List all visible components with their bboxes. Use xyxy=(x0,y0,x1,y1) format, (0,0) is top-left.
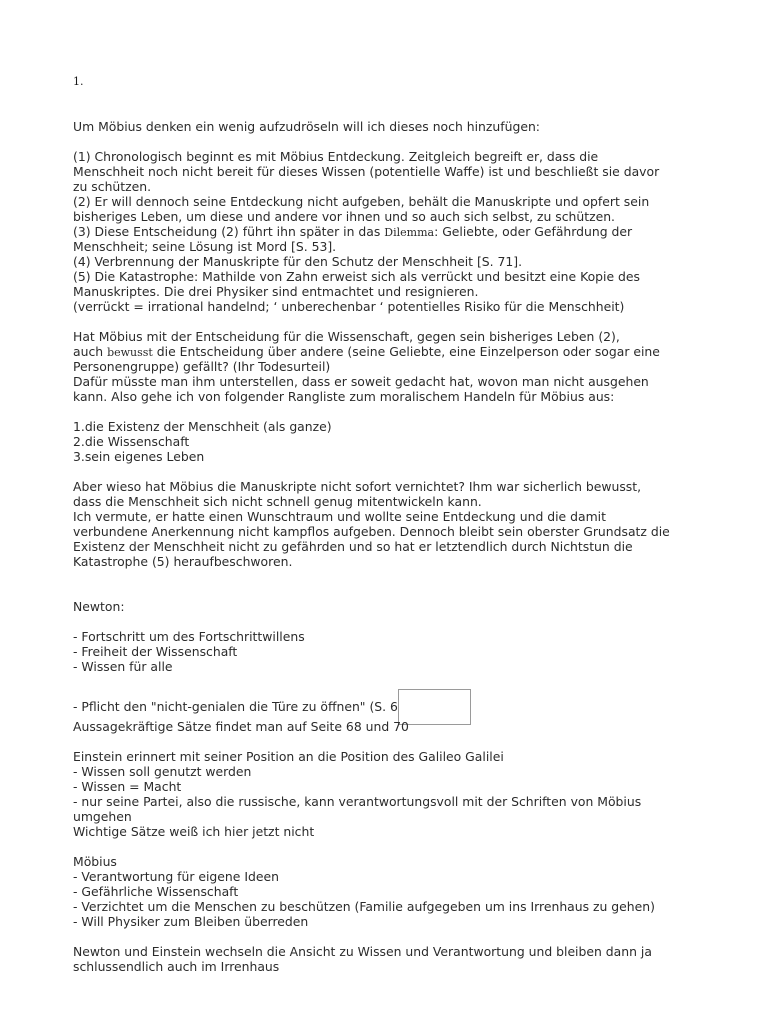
text-line: bisheriges Leben, um diese und andere vor ihnen und so auch sich selbst, zu schützen. xyxy=(73,209,615,224)
key-sentences-line: Aussagekräftige Sätze findet man auf Seite 68 und 70 xyxy=(73,719,409,734)
text-line: (2) Er will dennoch seine Entdeckung nicht aufgeben, behält die Manuskripte und opfert sein xyxy=(73,194,650,209)
moebius-heading: Möbius xyxy=(73,854,117,869)
list-item: - Gefährliche Wissenschaft xyxy=(73,884,239,899)
newton-list xyxy=(73,629,713,674)
question-paragraph xyxy=(73,329,713,404)
list-item: 2.die Wissenschaft xyxy=(73,434,190,449)
text-line: dass die Menschheit sich nicht schnell genug mitentwickeln kann. xyxy=(73,494,482,509)
text-line: zu schützen. xyxy=(73,179,152,194)
text-line: Menschheit; seine Lösung ist Mord [S. 53]. xyxy=(73,239,337,254)
text-fragment: - Pflicht den "nicht-genialen die Türe zu öffnen" (S. 6 xyxy=(73,699,398,714)
chronology-paragraph xyxy=(73,149,713,314)
list-item: - Verantwortung für eigene Ideen xyxy=(73,869,279,884)
list-item: - Freiheit der Wissenschaft xyxy=(73,644,238,659)
text-line: schlussendlich auch im Irrenhaus xyxy=(73,959,280,974)
text-line: Aber wieso hat Möbius die Manuskripte nicht sofort vernichtet? Ihm war sicherlich bewusst, xyxy=(73,479,642,494)
text-fragment: : Geliebte, oder Gefährdung der xyxy=(434,224,633,239)
list-item: - Wissen = Macht xyxy=(73,779,182,794)
intro-line: Um Möbius denken ein wenig aufzudröseln will ich dieses noch hinzufügen: xyxy=(73,119,540,134)
conclusion-paragraph xyxy=(73,944,713,974)
list-item: - Will Physiker zum Bleiben überreden xyxy=(73,914,309,929)
list-item: 3.sein eigenes Leben xyxy=(73,449,205,464)
bewusst-word: bewusst xyxy=(107,346,153,359)
text-line: Wichtige Sätze weiß ich hier jetzt nicht xyxy=(73,824,315,839)
text-line: Newton und Einstein wechseln die Ansicht zu Wissen und Verantwortung und bleiben dann ja xyxy=(73,944,652,959)
newton-duty-line xyxy=(73,689,713,714)
ranking-list xyxy=(73,419,713,464)
page-number: 1. xyxy=(73,75,84,88)
text-fragment: die Entscheidung über andere (seine Geliebte, eine Einzelperson oder sogar eine xyxy=(152,344,660,359)
text-line xyxy=(73,224,713,239)
text-line: umgehen xyxy=(73,809,132,824)
list-item: - Wissen für alle xyxy=(73,659,173,674)
moebius-section xyxy=(73,854,713,929)
text-line: Hat Möbius mit der Entscheidung für die Wissenschaft, gegen sein bisheriges Leben (2), xyxy=(73,329,620,344)
document-body xyxy=(73,119,713,974)
text-line: Einstein erinnert mit seiner Position an die Position des Galileo Galilei xyxy=(73,749,504,764)
text-fragment: (3) Diese Entscheidung (2) führt ihn später in das xyxy=(73,224,385,239)
text-line: Personengruppe) gefällt? (Ihr Todesurteil) xyxy=(73,359,331,374)
text-line: Ich vermute, er hatte einen Wunschtraum und wollte seine Entdeckung und die damit xyxy=(73,509,606,524)
text-line: Existenz der Menschheit nicht zu gefährden und so hat er letztendlich durch Nichtstun die xyxy=(73,539,633,554)
text-line: (4) Verbrennung der Manuskripte für den Schutz der Menschheit [S. 71]. xyxy=(73,254,523,269)
text-line: (1) Chronologisch beginnt es mit Möbius Entdeckung. Zeitgleich begreift er, dass die xyxy=(73,149,599,164)
list-item: - nur seine Partei, also die russische, kann verantwortungsvoll mit der Schriften von Möbius xyxy=(73,794,642,809)
text-line: Dafür müsste man ihm unterstellen, dass er soweit gedacht hat, wovon man nicht ausgehen xyxy=(73,374,649,389)
einstein-section xyxy=(73,749,713,839)
list-item: - Verzichtet um die Menschen zu beschützen (Familie aufgegeben um ins Irrenhaus zu gehen) xyxy=(73,899,655,914)
list-item: - Fortschritt um des Fortschrittwillens xyxy=(73,629,305,644)
text-line: Manuskriptes. Die drei Physiker sind entmachtet und resignieren. xyxy=(73,284,479,299)
newton-heading: Newton: xyxy=(73,599,125,614)
text-line: kann. Also gehe ich von folgender Rangliste zum moralischem Handeln für Möbius aus: xyxy=(73,389,615,404)
text-fragment: auch xyxy=(73,344,108,359)
text-line: (verrückt = irrational handelnd; ‘ unberechenbar ‘ potentielles Risiko für die Menschheit) xyxy=(73,299,625,314)
reflection-paragraph xyxy=(73,479,713,569)
text-line: Menschheit noch nicht bereit für dieses Wissen (potentielle Waffe) ist und beschließt sie davor xyxy=(73,164,660,179)
text-line: Katastrophe (5) heraufbeschworen. xyxy=(73,554,293,569)
list-item: - Wissen soll genutzt werden xyxy=(73,764,252,779)
list-item: 1.die Existenz der Menschheit (als ganze) xyxy=(73,419,332,434)
dilemma-word: Dilemma xyxy=(384,226,435,239)
text-line xyxy=(73,344,713,359)
text-line: verbundene Anerkennung nicht kampflos aufgeben. Dennoch bleibt sein oberster Grundsatz die xyxy=(73,524,670,539)
text-line: (5) Die Katastrophe: Mathilde von Zahn erweist sich als verrückt und besitzt eine Kopie des xyxy=(73,269,640,284)
